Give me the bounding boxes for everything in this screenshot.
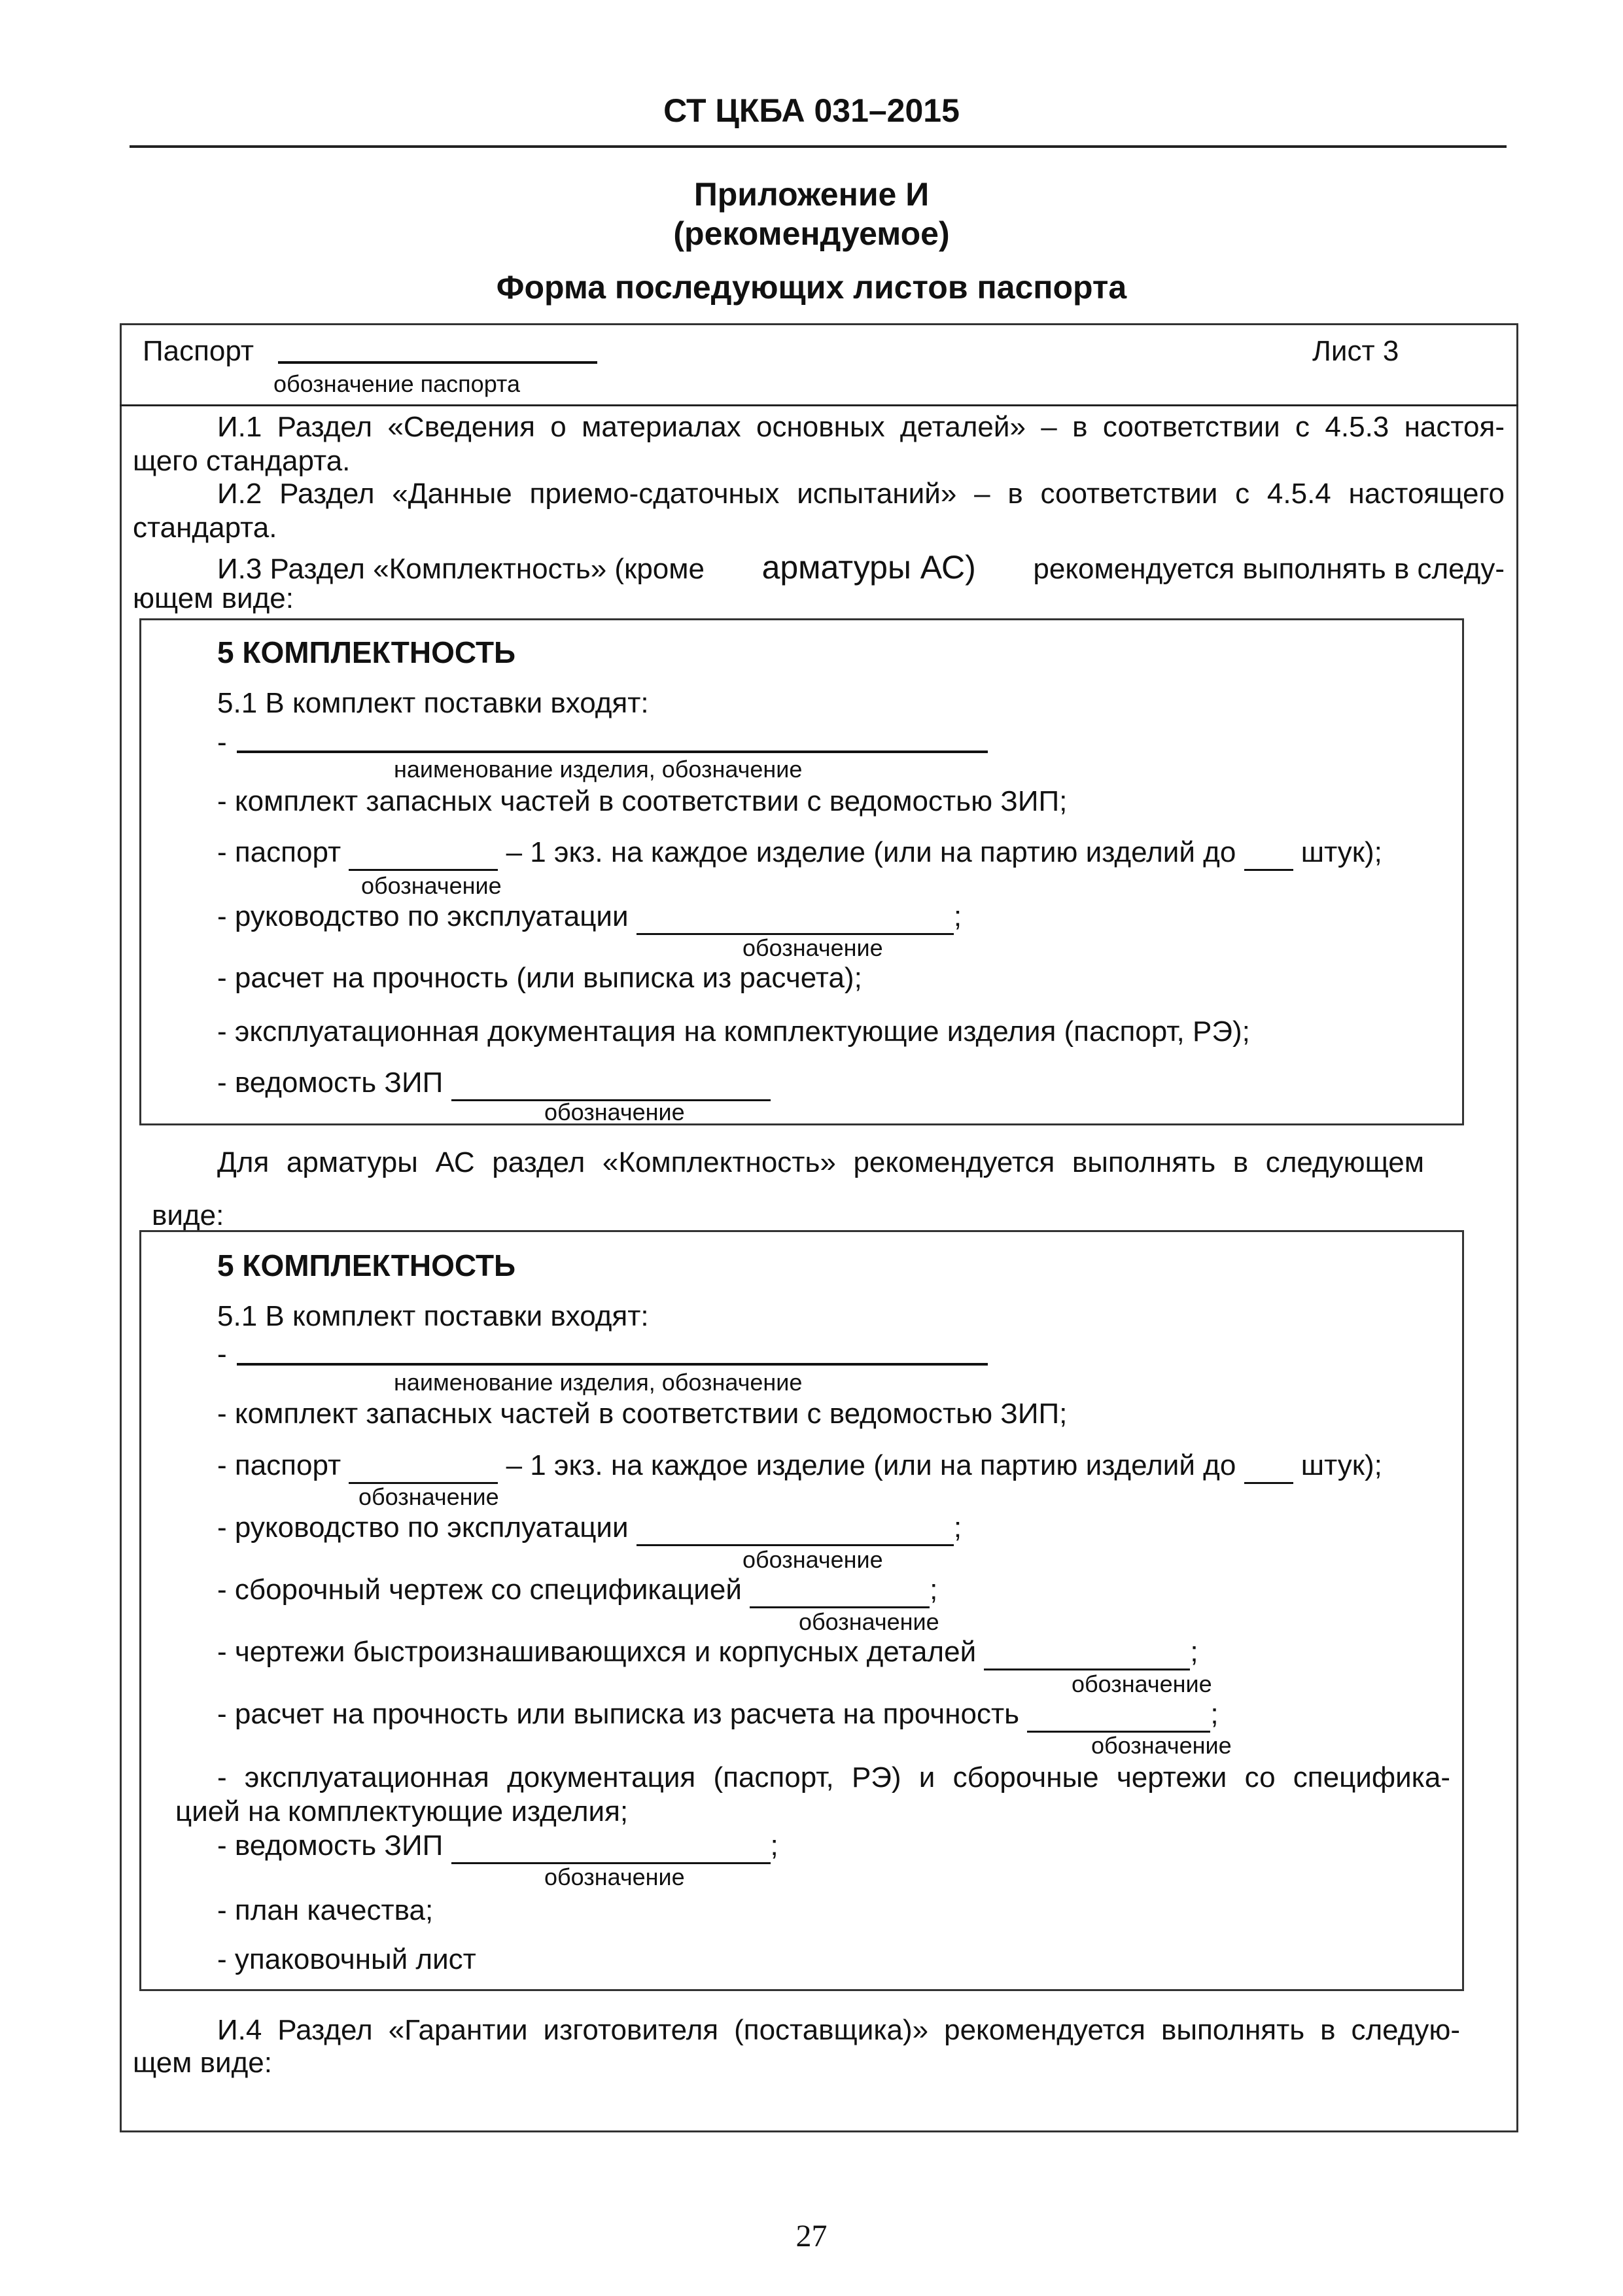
para-i2-line1: И.2 Раздел «Данные приемо-сдаточных испытаний» – в соответствии с 4.5.4 настоящего (217, 478, 1505, 510)
box2-docs-line2: цией на комплектующие изделия; (175, 1795, 629, 1828)
page-number: 27 (795, 2219, 828, 2253)
appendix-title: Приложение И (693, 176, 930, 213)
box2-intro: 5.1 В комплект поставки входят: (217, 1300, 649, 1332)
frame-header-divider (120, 404, 1518, 406)
box2-zip-blank (451, 1829, 771, 1864)
box2-dash: - (217, 1338, 227, 1370)
box2-zip-caption: обозначение (544, 1863, 685, 1890)
box2-calc: - расчет на прочность или выписка из расчета на прочность ; (217, 1698, 1219, 1733)
para-i3-part3: рекомендуется выполнять в следу- (1033, 553, 1505, 585)
box2-item-line (237, 1363, 988, 1366)
box2-zip: - ведомость ЗИП ; (217, 1829, 778, 1864)
box1-zip-caption: обозначение (544, 1099, 685, 1125)
passport-designation-caption: обозначение паспорта (273, 370, 521, 397)
para-i1-line2: щего стандарта. (133, 445, 351, 477)
box2-passport: - паспорт – 1 экз. на каждое изделие (или на партию изделий до штук); (217, 1449, 1382, 1484)
box2-calc-blank (1027, 1698, 1210, 1733)
form-title: Форма последующих листов паспорта (496, 269, 1127, 306)
box2-wear-caption: обозначение (1072, 1670, 1212, 1697)
box1-zip-blank (451, 1067, 771, 1101)
box1-item-caption: наименование изделия, обозначение (394, 756, 803, 783)
para-i3-line1 (217, 548, 1505, 586)
box2-manual-blank (637, 1511, 954, 1546)
box1-item-line (237, 751, 988, 753)
para-ac-line2: виде: (152, 1199, 224, 1231)
para-i3-line2: ющем виде: (133, 582, 294, 614)
para-i4-line1: И.4 Раздел «Гарантии изготовителя (поставщика)» рекомендуется выполнять в следую- (217, 2014, 1460, 2046)
box1-manual-blank (637, 900, 954, 935)
box2-assembly: - сборочный чертеж со спецификацией ; (217, 1574, 937, 1608)
box1-passport: - паспорт – 1 экз. на каждое изделие (или на партию изделий до штук); (217, 836, 1382, 871)
box2-quality-plan: - план качества; (217, 1894, 434, 1926)
box2-manual-caption: обозначение (742, 1546, 883, 1573)
box2-calc-caption: обозначение (1091, 1732, 1232, 1759)
document-code: СТ ЦКБА 031–2015 (663, 92, 960, 129)
para-i2-line2: стандарта. (133, 512, 277, 544)
box2-manual: - руководство по эксплуатации ; (217, 1511, 962, 1546)
box1-kit: - комплект запасных частей в соответствии с ведомостью ЗИП; (217, 785, 1068, 817)
para-i3-part1: И.3 Раздел «Комплектность» (кроме (217, 553, 705, 585)
box2-item-caption: наименование изделия, обозначение (394, 1369, 803, 1396)
sheet-label: Лист 3 (1312, 335, 1399, 367)
box2-passport-caption: обозначение (358, 1483, 499, 1510)
box1-docs: - эксплуатационная документация на комплектующие изделия (паспорт, РЭ); (217, 1016, 1250, 1048)
box2-assembly-blank (750, 1574, 930, 1608)
passport-label: Паспорт (143, 335, 254, 367)
box1-intro: 5.1 В комплект поставки входят: (217, 687, 649, 719)
para-ac-line1: Для арматуры АС раздел «Комплектность» рекомендуется выполнять в следующем (217, 1146, 1424, 1178)
box2-assembly-caption: обозначение (799, 1608, 939, 1635)
box2-heading: 5 КОМПЛЕКТНОСТЬ (217, 1248, 516, 1282)
para-i4-line2: щем виде: (133, 2047, 272, 2079)
box1-manual-caption: обозначение (742, 934, 883, 961)
box2-passport-blank (349, 1449, 498, 1484)
box2-count-blank (1244, 1449, 1293, 1484)
header-rule (130, 145, 1507, 148)
box1-calc: - расчет на прочность (или выписка из расчета); (217, 962, 862, 994)
box1-passport-blank (349, 836, 498, 871)
box1-passport-caption: обозначение (361, 872, 502, 899)
para-i3-part2: арматуры АС) (761, 549, 976, 586)
box1-manual: - руководство по эксплуатации ; (217, 900, 962, 935)
box2-wear-blank (984, 1636, 1190, 1670)
box2-packing-list: - упаковочный лист (217, 1943, 476, 1975)
para-i1-line1: И.1 Раздел «Сведения о материалах основных деталей» – в соответствии с 4.5.3 настоя- (217, 411, 1505, 443)
box1-dash: - (217, 726, 227, 758)
box1-count-blank (1244, 836, 1293, 871)
box2-wear-drawings: - чертежи быстроизнашивающихся и корпусных деталей ; (217, 1636, 1198, 1670)
box2-kit: - комплект запасных частей в соответствии с ведомостью ЗИП; (217, 1398, 1068, 1430)
appendix-kind: (рекомендуемое) (673, 215, 950, 252)
passport-designation-line (278, 361, 597, 364)
box1-heading: 5 КОМПЛЕКТНОСТЬ (217, 635, 516, 669)
box1-zip: - ведомость ЗИП (217, 1067, 771, 1101)
box2-docs-line1: - эксплуатационная документация (паспорт, РЭ) и сборочные чертежи со специфика- (217, 1761, 1450, 1793)
